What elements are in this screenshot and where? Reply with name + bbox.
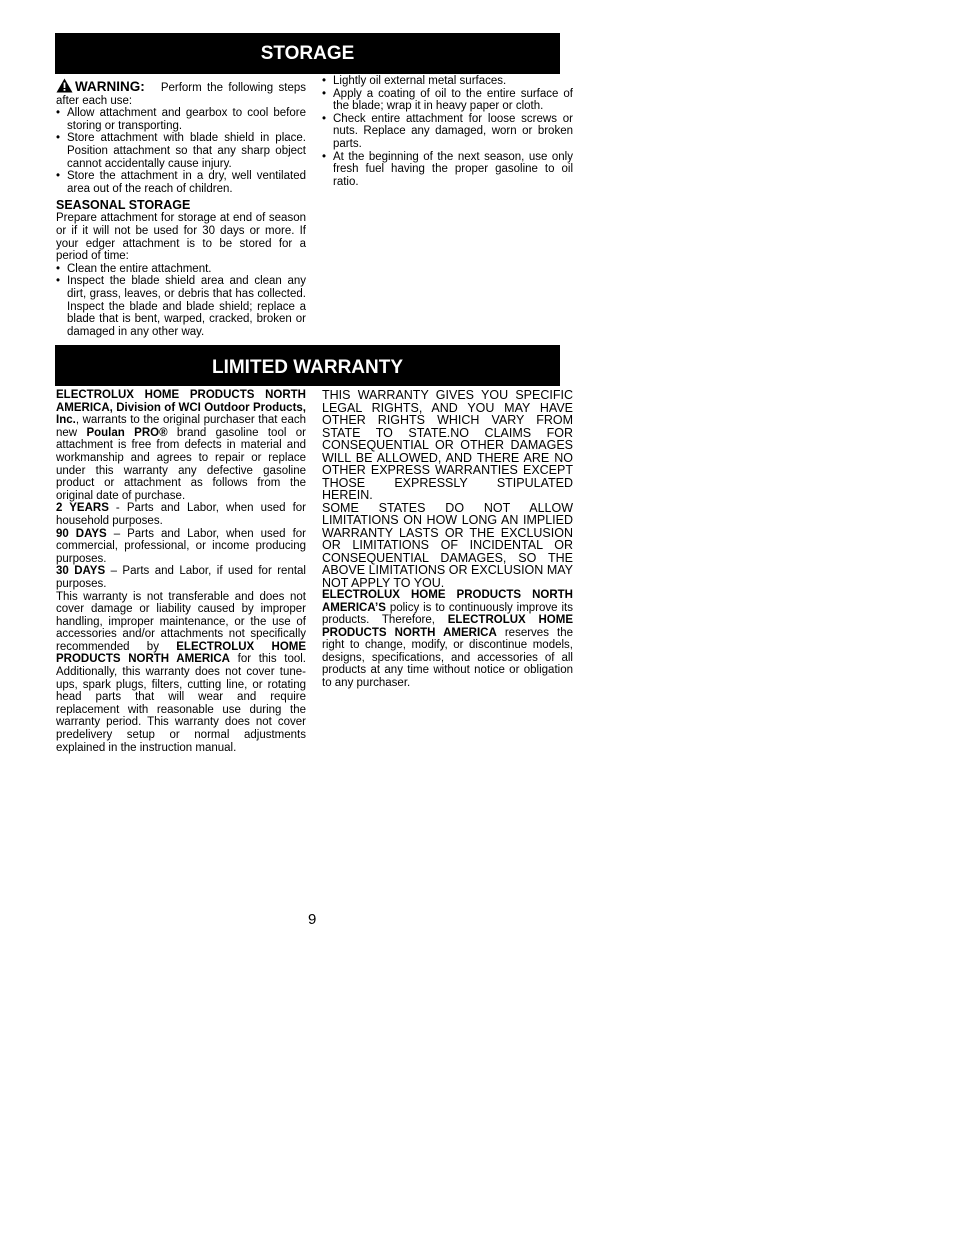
term-text: – Parts and Labor, if used for rental purposes. xyxy=(56,565,306,590)
exclusions-text: This warranty is not transferable and does not cover damage or liability caused by improper handling, improper maintenance, or the use of accessories and/or attachments not specifically recommended by xyxy=(56,590,306,653)
exclusions-text: for this tool. Additionally, this warranty does not cover tune-ups, spark plugs, filters, cutting line, or rotating head parts that will wear and require replacement with reasonable use during the warranty period. This warranty does not cover predelivery setup or normal adjustments explained in the instruction manual. xyxy=(56,653,306,754)
improvement-policy-paragraph xyxy=(322,589,573,689)
term-period: 90 DAYS xyxy=(56,527,107,540)
seasonal-list xyxy=(56,263,306,339)
legal-rights-paragraph: THIS WARRANTY GIVES YOU SPECIFIC LEGAL RIGHTS, AND YOU MAY HAVE OTHER RIGHTS WHICH VARY FROM STATE TO STATE.NO CLAIMS FOR CONSEQUENTIAL OR OTHER DAMAGES WILL BE ALLOWED, AND THERE ARE NO OTHER EXPRESS WARRANTIES EXCEPT THOSE EXPRESSLY STIPULATED HEREIN. xyxy=(322,388,573,502)
company-name: ELECTROLUX HOME PRODUCTS NORTH AMERICA xyxy=(56,640,307,666)
warranty-section-header xyxy=(55,345,560,386)
warning-paragraph xyxy=(56,78,306,107)
list-item: • Store attachment with blade shield in place. Position attachment so that any sharp object cannot accidentally cause injury. xyxy=(56,132,306,170)
state-limitations-paragraph: SOME STATES DO NOT ALLOW LIMITATIONS ON HOW LONG AN IMPLIED WARRANTY LASTS OR THE EXCLUSION OR LIMITATIONS OF INCIDENTAL OR CONSEQUENTIAL DAMAGES, SO THE ABOVE LIMITATIONS OR EXCLUSION MAY NOT APPLY TO YOU. xyxy=(322,500,573,590)
warranty-term xyxy=(56,528,306,566)
list-item: • Store the attachment in a dry, well ventilated area out of the reach of children. xyxy=(56,170,306,195)
warning-triangle-icon xyxy=(56,78,73,93)
list-item: • Allow attachment and gearbox to cool before storing or transporting. xyxy=(56,107,306,132)
list-item: • Clean the entire attachment. xyxy=(56,263,306,276)
company-name: ELECTROLUX HOME PRODUCTS NORTH AMERICA, Division of WCI Outdoor Products, Inc. xyxy=(56,389,306,427)
term-period: 30 DAYS xyxy=(56,565,106,578)
list-item: • Check entire attachment for loose screws or nuts. Replace any damaged, worn or broken parts. xyxy=(322,113,573,151)
policy-text: policy is to continuously improve its products. Therefore, xyxy=(322,601,573,626)
list-item: • Lightly oil external metal surfaces. xyxy=(322,75,573,88)
brand-name: Poulan PRO® xyxy=(86,426,168,439)
warranty-term xyxy=(56,502,306,527)
warranty-left-column xyxy=(56,389,306,754)
after-use-list xyxy=(56,107,306,195)
seasonal-list-continued xyxy=(322,75,573,188)
warranty-intro xyxy=(56,389,306,502)
page-number: 9 xyxy=(308,911,317,928)
intro-text: brand gasoline tool or attachment is free from defects in material and workmanship and agrees to repair or replace under this warranty any defective gasoline product or attachment as follows from the original date of purchase. xyxy=(56,426,306,502)
warranty-title: LIMITED WARRANTY xyxy=(211,357,404,378)
seasonal-intro: Prepare attachment for storage at end of season or if it will not be used for 30 days or more. If your edger attachment is to be stored for a period of time: xyxy=(56,212,306,263)
list-item: • Apply a coating of oil to the entire surface of the blade; wrap it in heavy paper or cloth. xyxy=(322,88,573,113)
policy-text: reserves the right to change, modify, or discontinue models, designs, specifications, and accessories of all products at any time without notice or obligation to any purchaser. xyxy=(322,626,573,689)
seasonal-storage-heading: SEASONAL STORAGE xyxy=(56,198,191,213)
term-period: 2 YEARS xyxy=(56,502,109,515)
warranty-term xyxy=(56,565,306,590)
company-name: ELECTROLUX HOME PRODUCTS NORTH AMERICA’S xyxy=(322,589,573,614)
storage-section-header xyxy=(55,33,560,74)
storage-right-column xyxy=(322,75,573,188)
intro-text: , warrants to the original purchaser that each new xyxy=(56,414,306,439)
storage-left-column xyxy=(56,78,306,338)
term-text: - Parts and Labor, when used for household purposes. xyxy=(56,502,306,527)
list-item: • At the beginning of the next season, use only fresh fuel having the proper gasoline to oil ratio. xyxy=(322,151,573,189)
list-item: • Inspect the blade shield area and clean any dirt, grass, leaves, or debris that has collected. Inspect the blade and blade shield; replace a blade that is bent, warped, cracked, broken or damaged in any other way. xyxy=(56,275,306,338)
warning-text: Perform the following steps after each use: xyxy=(56,82,306,107)
storage-title: STORAGE xyxy=(260,43,355,64)
warranty-exclusions xyxy=(56,591,306,755)
company-name: ELECTROLUX HOME PRODUCTS NORTH AMERICA xyxy=(322,614,573,639)
warranty-right-column xyxy=(322,389,573,689)
warning-label: WARNING: xyxy=(75,79,145,94)
term-text: – Parts and Labor, when used for commercial, professional, or income producing purposes. xyxy=(56,527,306,565)
